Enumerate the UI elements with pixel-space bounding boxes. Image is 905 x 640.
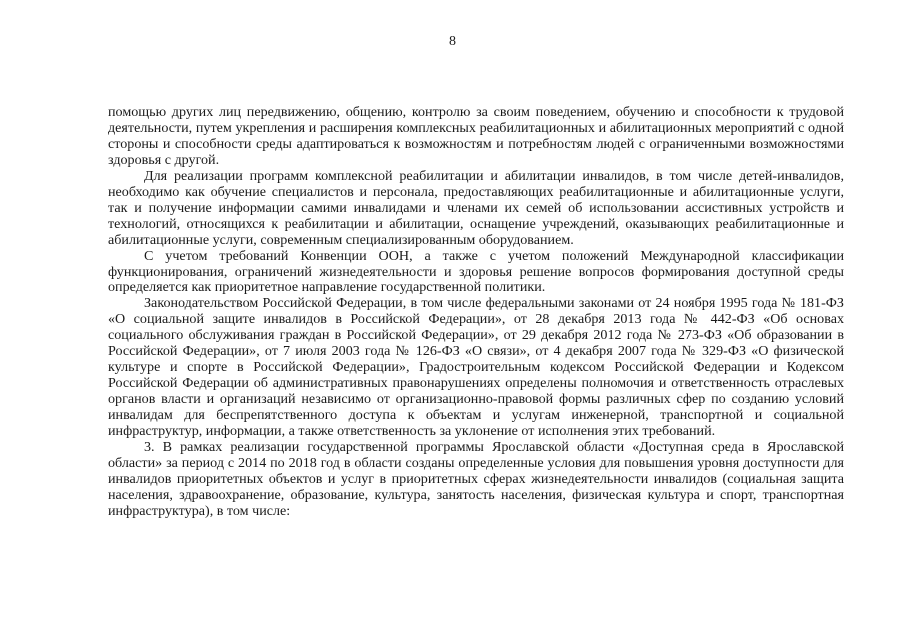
paragraph-un-convention: С учетом требований Конвенции ООН, а также с учетом положений Международной классификации функционирования, ограничений жизнедеятельности и здоровья решение вопросов формирования доступной среды определяется как приоритетное направление государственной политики. [108,247,844,296]
page-number: 8 [449,34,456,49]
paragraph-regional-program: 3. В рамках реализации государственной программы Ярославской области «Доступная среда в Ярославской области» за период с 2014 по 2018 год в области созданы определенные условия для повышения уровня доступности для инвалидов приоритетных объектов и услуг в приоритетных сферах жизнедеятельности инвалидов (социальная защита населения, здравоохранение, образование, культура, занятость населения, физическая культура и спорт, транспортная инфраструктура), в том числе: [108,439,844,519]
paragraph-legislation: Законодательством Российской Федерации, в том числе федеральными законами от 24 ноября 1995 года № 181-ФЗ «О социальной защите инвалидов в Российской Федерации», от 28 декабря 2013 года № 442-ФЗ «Об основах социального обслуживания граждан в Российской Федерации», от 29 декабря 2012 года № 273-ФЗ «Об образовании в Российской Федерации», от 7 июля 2003 года № 126-ФЗ «О связи», от 4 декабря 2007 года № 329-ФЗ «О физической культуре и спорте в Российской Федерации», Градостроительным кодексом Российской Федерации и Кодексом Российской Федерации об административных правонарушениях определены полномочия и ответственность отраслевых органов власти и организаций независимо от организационно-правовой формы различных сфер по созданию условий инвалидам для беспрепятственного доступа к объектам и услугам инженерной, транспортной и социальной инфраструктур, информации, а также ответственность за уклонение от исполнения этих требований. [108,295,844,440]
body-text [108,105,844,520]
paragraph-rehabilitation-programs: Для реализации программ комплексной реабилитации и абилитации инвалидов, в том числе детей-инвалидов, необходимо как обучение специалистов и персонала, предоставляющих реабилитационные и абилитационные услуги, так и получение информации самими инвалидами и членами их семей об использовании ассистивных устройств и технологий, относящихся к реабилитации и абилитации, оснащение учреждений, оказывающих реабилитационные и абилитационные услуги, современным специализированным оборудованием. [108,167,844,248]
paragraph-continuation: помощью других лиц передвижению, общению, контролю за своим поведением, обучению и способности к трудовой деятельности, путем укрепления и расширения комплексных реабилитационных и абилитационных мероприятий с одной стороны и способности среды адаптироваться к возможностям и потребностям людей с ограниченными возможностями здоровья с другой. [108,104,844,168]
